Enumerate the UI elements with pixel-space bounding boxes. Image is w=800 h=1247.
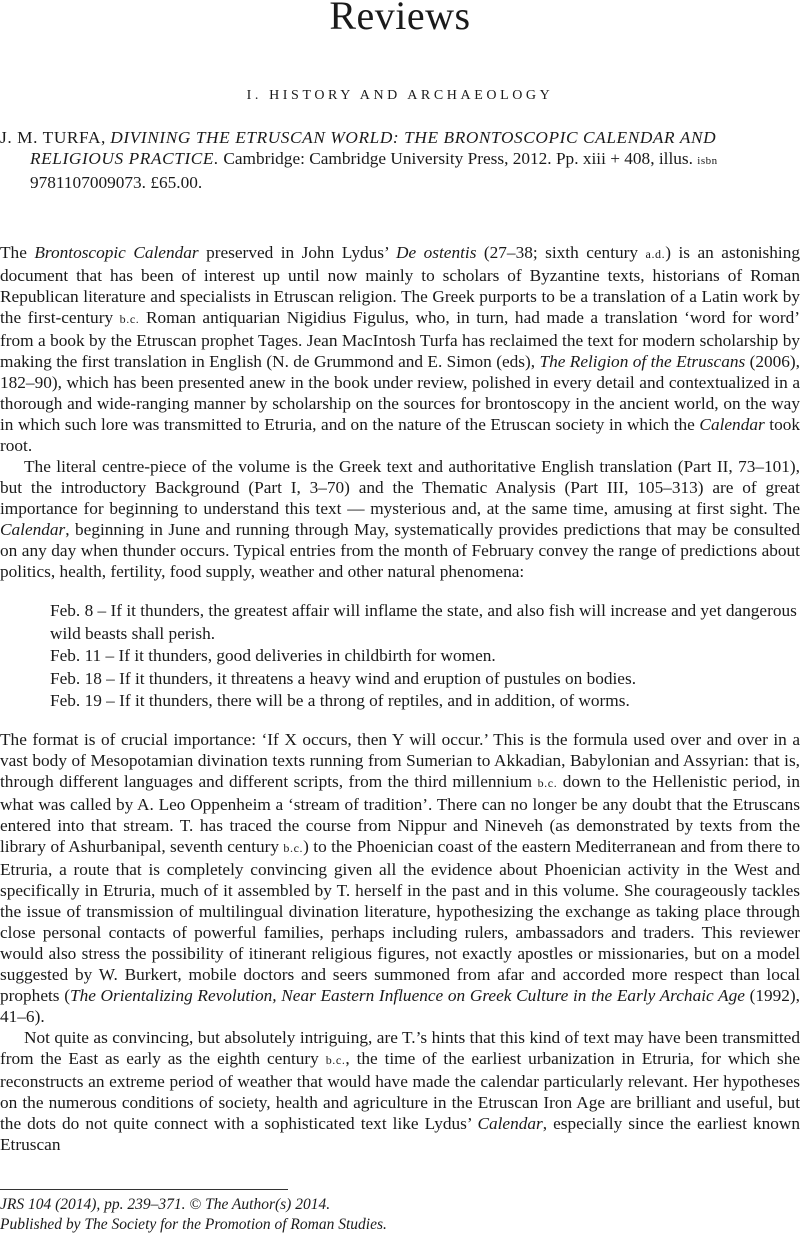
italic-title: De ostentis bbox=[395, 243, 477, 262]
text-run: The bbox=[0, 243, 35, 262]
italic-title: The Religion of the Etruscans bbox=[539, 352, 746, 371]
era-abbrev: b.c. bbox=[283, 840, 304, 855]
text-run: took root. bbox=[0, 415, 800, 455]
era-abbrev: a.d. bbox=[645, 247, 666, 261]
text-run: ) to the Phoenician coast of the eastern Mediterranean and from there to Etruria, a route that is completely convincing given all the evidence about Phoenician activity in the West and specifically in Etruria, much of it assembled by T. herself in the past and in this volume. She courageously tackles the issue of transmission of multilingual divination literature, hypothesizing the exchange as taking place through close personal contacts of powerful families, perhaps including rulers, ambassadors and traders. This reviewer would also stress the possibility of itinerant religious figures, not exactly apostles or missionaries, but on a model suggested by W. Burkert, mobile doctors and seers summoned from afar and accorded more respect than local prophets ( bbox=[0, 836, 800, 1005]
text-run: ) is an astonishing document that has been of interest up until now mainly to scholars of Byzantine texts, historians of Roman Republican literature and specialists in Etruscan religion. The Greek purports to be a translation of a Latin work by the first-century bbox=[0, 243, 800, 327]
text-run: Not quite as convincing, but absolutely intriguing, are T.’s hints that this kind of text may have been transmitted from the East as early as the eighth century bbox=[0, 1027, 800, 1068]
paragraph-4 bbox=[0, 1027, 800, 1155]
italic-title: The Orientalizing Revolution, Near Eastern Influence on Greek Culture in the Early Archaic Age bbox=[69, 985, 745, 1005]
era-abbrev: b.c. bbox=[325, 1052, 346, 1067]
text-run: (2006), 182–90), which has been presented anew in the book under review, polished in every detail and contextualized in a thorough and wide-ranging manner by scholarship on the sources for brontoscopy in the ancient world, on the way in which such lore was transmitted to Etruria, and on the nature of the Etruscan society in which the bbox=[0, 352, 800, 434]
italic-title: Calendar bbox=[477, 1113, 543, 1133]
paragraph-1 bbox=[0, 242, 800, 456]
text-run: preserved in John Lydus’ bbox=[198, 243, 396, 262]
review-body bbox=[0, 242, 800, 1155]
page-title: Reviews bbox=[329, 0, 471, 38]
quote-entry: Feb. 8 – If it thunders, the greatest affair will inflame the state, and also fish will increase and yet dangerous wild beasts shall perish. bbox=[50, 601, 797, 643]
text-run: , the time of the earliest urbanization in Etruria, for which she reconstructs an extreme period of weather that would have made the calendar particularly relevant. Her hypotheses on the numerous conditions of society, health and agriculture in the Etruscan Iron Age are brilliant and useful, but the dots do not quite connect with a sophisticated text like Lydus’ bbox=[0, 1048, 800, 1133]
footer-citation: JRS 104 (2014), pp. 239–371. © The Author(s) 2014. bbox=[0, 1196, 331, 1213]
text-run: Roman antiquarian Nigidius Figulus, who, in turn, had made a translation ‘word for word’ from a book by the Etruscan prophet Tages. Jean MacIntosh Turfa has reclaimed the text for modern scholarship by making the first translation in English (N. de Grummond and E. Simon (eds), bbox=[0, 308, 800, 371]
section-heading: I. HISTORY AND ARCHAEOLOGY bbox=[246, 88, 554, 103]
text-run: The format is of crucial importance: ‘If X occurs, then Y will occur.’ This is the formula used over and over in a vast body of Mesopotamian divination texts running from Sumerian to Akkadian, Babylonian and Assyrian: that is, through different languages and different scripts, from the third millennium bbox=[0, 729, 800, 791]
text-run: (27–38; sixth century bbox=[476, 243, 646, 262]
footer-divider bbox=[0, 1189, 288, 1190]
text-run: (1992), 41–6). bbox=[0, 985, 800, 1026]
paragraph-3 bbox=[0, 729, 800, 1027]
text-run: , beginning in June and running through May, systematically provides predictions that may be consulted on any day when thunder occurs. Typical entries from the month of February convey the range of predictions about politics, health, fertility, food supply, weather and other natural phenomena: bbox=[0, 520, 800, 581]
text-run: , especially since the earliest known Etruscan bbox=[0, 1113, 800, 1154]
citation-author: J. M. TURFA, bbox=[0, 128, 106, 147]
era-abbrev: b.c. bbox=[119, 312, 140, 326]
italic-title: Calendar bbox=[699, 415, 765, 434]
citation-isbn-label: isbn bbox=[697, 155, 718, 167]
citation-book-title: DIVINING THE ETRUSCAN WORLD: THE BRONTOSCOPIC CALENDAR AND RELIGIOUS PRACTICE. bbox=[30, 128, 717, 168]
book-citation bbox=[0, 127, 793, 193]
calendar-quote-block bbox=[0, 600, 800, 713]
italic-title: Calendar bbox=[0, 520, 66, 539]
italic-title: Brontoscopic Calendar bbox=[34, 243, 199, 262]
quote-entry: Feb. 11 – If it thunders, good deliveries in childbirth for women. bbox=[50, 646, 496, 665]
citation-publisher: Cambridge: Cambridge University Press, 2012. Pp. xiii + 408, illus. bbox=[223, 149, 693, 168]
quote-entry: Feb. 18 – If it thunders, it threatens a heavy wind and eruption of pustules on bodies. bbox=[50, 668, 637, 688]
journal-footer bbox=[0, 1195, 800, 1235]
paragraph-2 bbox=[0, 456, 800, 582]
quote-entry: Feb. 19 – If it thunders, there will be a throng of reptiles, and in addition, of worms. bbox=[50, 691, 630, 710]
citation-isbn-value: 9781107009073. £65.00. bbox=[30, 173, 203, 192]
footer-publisher: Published by The Society for the Promotion of Roman Studies. bbox=[0, 1216, 387, 1233]
text-run: The literal centre-piece of the volume is the Greek text and authoritative English translation (Part II, 73–101), but the introductory Background (Part I, 3–70) and the Thematic Analysis (Part III, 105–313) are of great importance for beginning to understand this text — mysterious and, at the same time, amusing at first sight. The bbox=[0, 457, 800, 518]
era-abbrev: b.c. bbox=[537, 775, 558, 790]
text-run: down to the Hellenistic period, in what was called by A. Leo Oppenheim a ‘stream of tradition’. There can no longer be any doubt that the Etruscans entered into that stream. T. has traced the course from Nippur and Nineveh (as demonstrated by texts from the library of Ashurbanipal, seventh century bbox=[0, 771, 800, 856]
